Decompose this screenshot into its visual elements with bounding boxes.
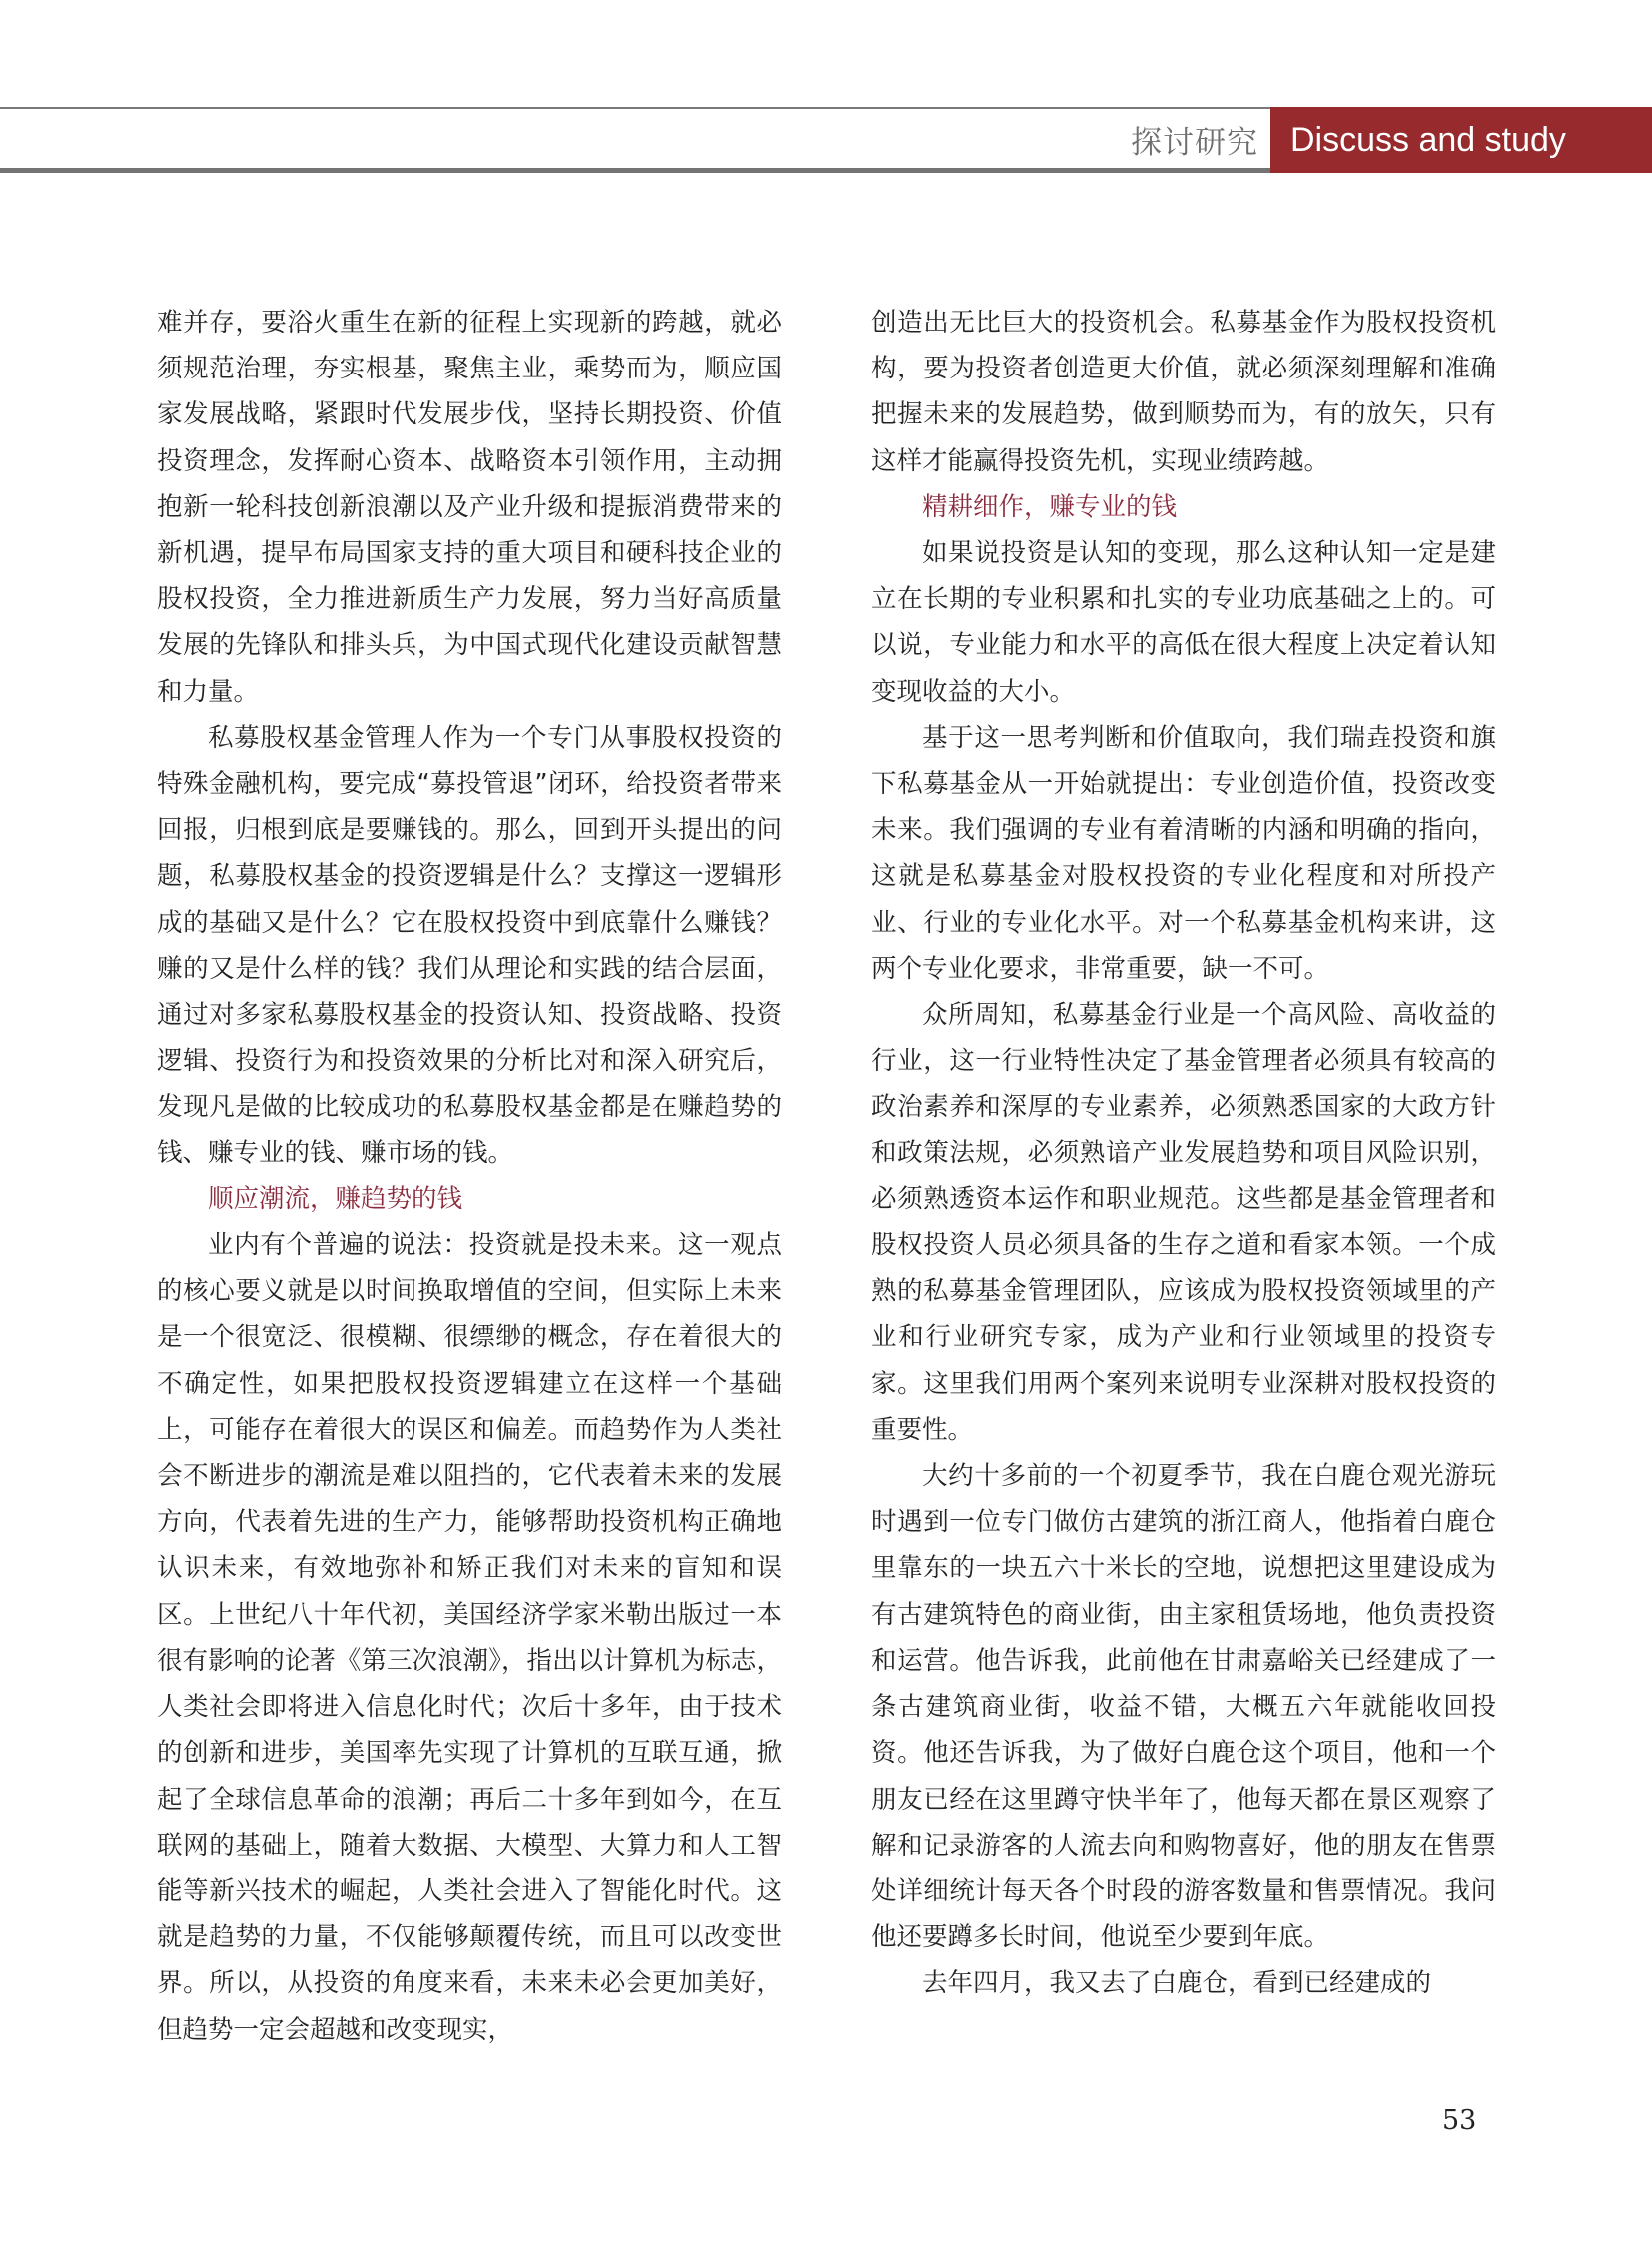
section-title-english: Discuss and study xyxy=(1290,121,1566,159)
paragraph: 如果说投资是认知的变现，那么这种认知一定是建立在长期的专业积累和扎实的专业功底基础之上的。可以说，专业能力和水平的高低在很大程度上决定着认知变现收益的大小。 xyxy=(871,538,1496,707)
section-title-badge xyxy=(1270,107,1652,173)
subheading-professional: 精耕细作，赚专业的钱 xyxy=(922,491,1178,522)
paragraph-continuation: 难并存，要浴火重生在新的征程上实现新的跨越，就必须规范治理，夯实根基，聚焦主业，乘势而为，顺应国家发展战略，紧跟时代发展步伐，坚持长期投资、价值投资理念，发挥耐心资本、战略资本引领作用，主动拥抱新一轮科技创新浪潮以及产业升级和提振消费带来的新机遇，提早布局国家支持的重大项目和硬科技企业的股权投资，全力推进新质生产力发展，努力当好高质量发展的先锋队和排头兵，为中国式现代化建设贡献智慧和力量。 xyxy=(157,308,782,707)
paragraph: 众所周知，私募基金行业是一个高风险、高收益的行业，这一行业特性决定了基金管理者必须具有较高的政治素养和深厚的专业素养，必须熟悉国家的大政方针和政策法规，必须熟谙产业发展趋势和项目风险识别，必须熟透资本运作和职业规范。这些都是基金管理者和股权投资人员必须具备的生存之道和看家本领。一个成熟的私募基金管理团队，应该成为股权投资领域里的产业和行业研究专家，成为产业和行业领域里的投资专家。这里我们用两个案列来说明专业深耕对股权投资的重要性。 xyxy=(871,1000,1496,1445)
paragraph: 去年四月，我又去了白鹿仓，看到已经建成的 xyxy=(922,1968,1432,1999)
paragraph-continuation: 创造出无比巨大的投资机会。私募基金作为股权投资机构，要为投资者创造更大价值，就必须深刻理解和准确把握未来的发展趋势，做到顺势而为，有的放矢，只有这样才能赢得投资先机，实现业绩跨越。 xyxy=(871,308,1496,476)
section-title-chinese: 探讨研究 xyxy=(1131,125,1258,161)
paragraph: 业内有个普遍的说法：投资就是投未来。这一观点的核心要义就是以时间换取增值的空间，但实际上未来是一个很宽泛、很模糊、很缥缈的概念，存在着很大的不确定性，如果把股权投资逻辑建立在这样一个基础上，可能存在着很大的误区和偏差。而趋势作为人类社会不断进步的潮流是难以阻挡的，它代表着未来的发展方向，代表着先进的生产力，能够帮助投资机构正确地认识未来，有效地弥补和矫正我们对未来的盲知和误区。上世纪八十年代初，美国经济学家米勒出版过一本很有影响的论著《第三次浪潮》，指出以计算机为标志，人类社会即将进入信息化时代；次后十多年，由于技术的创新和进步，美国率先实现了计算机的互联互通，掀起了全球信息革命的浪潮；再后二十多年到如今，在互联网的基础上，随着大数据、大模型、大算力和人工智能等新兴技术的崛起，人类社会进入了智能化时代。这就是趋势的力量，不仅能够颠覆传统，而且可以改变世界。所以，从投资的角度来看，未来未必会更加美好，但趋势一定会超越和改变现实， xyxy=(157,1230,782,2045)
paragraph: 私募股权基金管理人作为一个专门从事股权投资的特殊金融机构，要完成“募投管退”闭环，给投资者带来回报，归根到底是要赚钱的。那么，回到开头提出的问题，私募股权基金的投资逻辑是什么？支撑这一逻辑形成的基础又是什么？它在股权投资中到底靠什么赚钱？赚的又是什么样的钱？我们从理论和实践的结合层面，通过对多家私募股权基金的投资认知、投资战略、投资逻辑、投资行为和投资效果的分析比对和深入研究后，发现凡是做的比较成功的私募股权基金都是在赚趋势的钱、赚专业的钱、赚市场的钱。 xyxy=(157,722,782,1168)
paragraph: 基于这一思考判断和价值取向，我们瑞垚投资和旗下私募基金从一开始就提出：专业创造价值，投资改变未来。我们强调的专业有着清晰的内涵和明确的指向，这就是私募基金对股权投资的专业化程度和对所投产业、行业的专业化水平。对一个私募基金机构来讲，这两个专业化要求，非常重要，缺一不可。 xyxy=(871,722,1496,984)
subheading-trend: 顺应潮流，赚趋势的钱 xyxy=(208,1183,463,1214)
page-number: 53 xyxy=(1442,2105,1477,2136)
left-column xyxy=(157,300,782,2053)
right-column xyxy=(871,300,1496,2007)
paragraph: 大约十多前的一个初夏季节，我在白鹿仓观光游玩时遇到一位专门做仿古建筑的浙江商人，他指着白鹿仓里靠东的一块五六十米长的空地，说想把这里建设成为有古建筑特色的商业街，由主家租赁场地，他负责投资和运营。他告诉我，此前他在甘肃嘉峪关已经建成了一条古建筑商业街，收益不错，大概五六年就能收回投资。他还告诉我，为了做好白鹿仓这个项目，他和一个朋友已经在这里蹲守快半年了，他每天都在景区观察了解和记录游客的人流去向和购物喜好，他的朋友在售票处详细统计每天各个时段的游客数量和售票情况。我问他还要蹲多长时间，他说至少要到年底。 xyxy=(871,1461,1496,1953)
header-bottom-rule xyxy=(0,168,1270,173)
